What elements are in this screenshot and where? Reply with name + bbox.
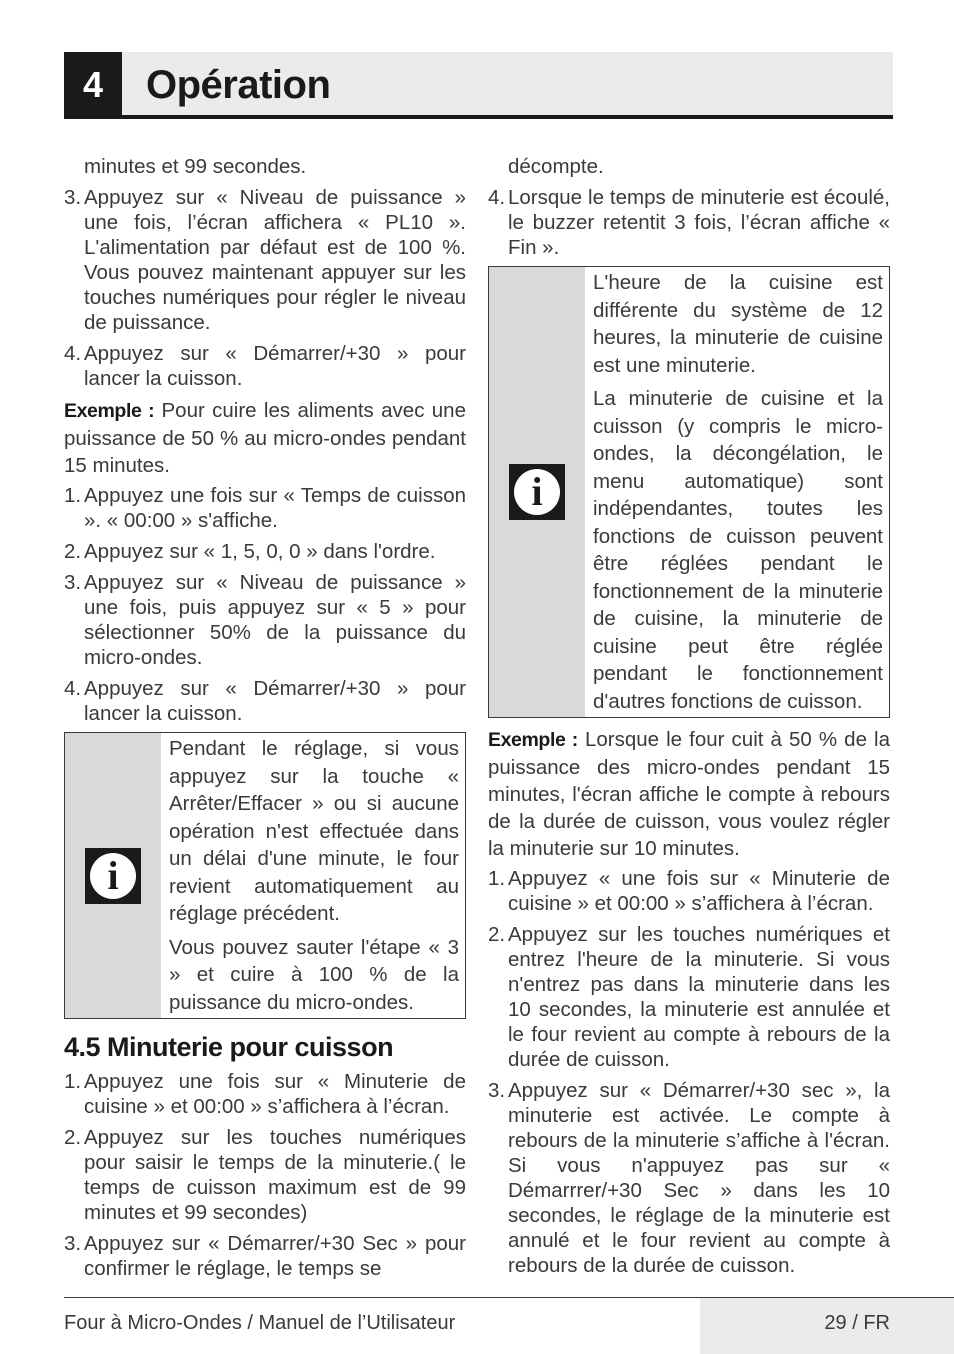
list-item	[488, 185, 890, 260]
list-item	[64, 483, 466, 533]
list-item	[64, 185, 466, 335]
step-number: 2.	[488, 923, 506, 946]
step-number: 3.	[64, 186, 82, 209]
step-number: 3.	[488, 1079, 506, 1102]
info-text	[585, 267, 889, 717]
chapter-number: 4	[64, 52, 122, 118]
info-paragraph: L'heure de la cuisine est différente du système de 12 heures, la minuterie de cuisine est une minuterie.	[593, 271, 883, 377]
example-label: Exemple :	[488, 729, 578, 751]
info-icon: i	[509, 464, 565, 520]
list-item	[64, 539, 466, 564]
info-sidebar	[489, 267, 585, 717]
section-title: 4.5 Minuterie pour cuisson	[64, 1032, 394, 1062]
info-box	[64, 732, 466, 1019]
list-item	[64, 1231, 466, 1281]
step-number: 3.	[64, 1232, 82, 1255]
example-paragraph	[64, 397, 466, 479]
continuation-text: décompte.	[508, 155, 604, 178]
step-text: Appuyez sur « Démarrer/+30 Sec » pour confirmer le réglage, le temps se	[84, 1232, 466, 1280]
step-number: 1.	[64, 484, 82, 507]
info-icon: i	[85, 848, 141, 904]
continuation-text: minutes et 99 secondes.	[84, 155, 307, 178]
chapter-header	[64, 52, 893, 118]
list-item	[64, 570, 466, 670]
header-rule	[64, 115, 893, 119]
example-text: Lorsque le four cuit à 50 % de la puissance des micro-ondes pendant 15 minutes, l'écran affiche le compte à rebours de la durée de cuisson, vous voulez régler la minuterie sur 10 minutes.	[488, 728, 890, 860]
footer-page-number: 29 / FR	[824, 1312, 890, 1334]
list-item	[488, 866, 890, 916]
step-text: Appuyez sur « Démarrer/+30 » pour lancer la cuisson.	[84, 342, 466, 390]
info-box	[488, 266, 890, 718]
right-column	[488, 150, 890, 1284]
info-sidebar	[65, 733, 161, 1018]
chapter-title: Opération	[146, 63, 331, 107]
step-text: Appuyez sur les touches numériques pour saisir le temps de la minuterie.( le temps de cuisson maximum est de 99 minutes et 99 secondes)	[84, 1126, 466, 1224]
example-text: Pour cuire les aliments avec une puissance de 50 % au micro-ondes pendant 15 minutes.	[64, 399, 466, 477]
list-item	[488, 922, 890, 1072]
info-text	[161, 733, 465, 1018]
example-label: Exemple :	[64, 400, 155, 422]
step-text: Appuyez sur « Démarrer/+30 sec », la minuterie est activée. Le compte à rebours de la minuterie s’affiche à l'écran. Si vous n'appuyez pas sur « Démarrrer/+30 Sec » dans les 10 secondes, le réglage de la minuterie est annulé et le four revient au compte à rebours de la durée de cuisson.	[508, 1079, 890, 1277]
step-text: Appuyez une fois sur « Temps de cuisson ». « 00:00 » s'affiche.	[84, 484, 466, 532]
step-number: 1.	[64, 1070, 82, 1093]
step-text: Appuyez sur « Niveau de puissance » une fois, puis appuyez sur « 5 » pour sélectionner 50% de la puissance du micro-ondes.	[84, 571, 466, 669]
step-number: 2.	[64, 540, 82, 563]
info-paragraph: Pendant le réglage, si vous appuyez sur la touche « Arrêter/Effacer » ou si aucune opération n'est effectuée dans un délai d'une minute, le four revient automatiquement au réglage précédent.	[169, 737, 459, 925]
list-item	[488, 1078, 890, 1278]
step-number: 4.	[64, 677, 82, 700]
info-paragraph: La minuterie de cuisine et la cuisson (y compris le micro-ondes, la décongélation, le menu automatique) sont indépendantes, toutes les fonctions de cuisson peuvent être réglées pendant le fonctionnement de la minuterie de cuisine, la minuterie de cuisine peut être réglée pendant le fonctionnement d'autres fonctions de cuisson.	[593, 387, 883, 713]
list-item	[64, 1069, 466, 1119]
step-text: Appuyez sur « Démarrer/+30 » pour lancer la cuisson.	[84, 677, 466, 725]
example-paragraph	[488, 726, 890, 862]
step-number: 2.	[64, 1126, 82, 1149]
footer-manual-title: Four à Micro-Ondes / Manuel de l’Utilisateur	[64, 1312, 456, 1334]
list-item	[64, 341, 466, 391]
step-text: Appuyez sur « Niveau de puissance » une fois, l’écran affichera « PL10 ». L'alimentation par défaut est de 100 %. Vous pouvez maintenant appuyer sur les touches numériques pour régler le niveau de puissance.	[84, 186, 466, 334]
left-column	[64, 150, 466, 1287]
list-item	[64, 676, 466, 726]
step-number: 1.	[488, 867, 506, 890]
step-text: Appuyez une fois sur « Minuterie de cuisine » et 00:00 » s’affichera à l’écran.	[84, 1070, 466, 1118]
step-text: Appuyez sur les touches numériques et entrez l'heure de la minuterie. Si vous n'entrez pas dans la minuterie dans les 10 secondes, la minuterie est annulée et le four revient au compte à rebours de la durée de cuisson.	[508, 923, 890, 1071]
step-number: 4.	[64, 342, 82, 365]
info-paragraph: Vous pouvez sauter l'étape « 3 » et cuire à 100 % de la puissance du micro-ondes.	[169, 935, 459, 1014]
step-number: 4.	[488, 186, 506, 209]
list-item	[64, 1125, 466, 1225]
step-text: Lorsque le temps de minuterie est écoulé, le buzzer retentit 3 fois, l’écran affiche « Fin ».	[508, 186, 890, 259]
step-text: Appuyez « une fois sur « Minuterie de cuisine » et 00:00 » s’affichera à l’écran.	[508, 867, 890, 915]
step-text: Appuyez sur « 1, 5, 0, 0 » dans l'ordre.	[84, 540, 436, 563]
step-number: 3.	[64, 571, 82, 594]
